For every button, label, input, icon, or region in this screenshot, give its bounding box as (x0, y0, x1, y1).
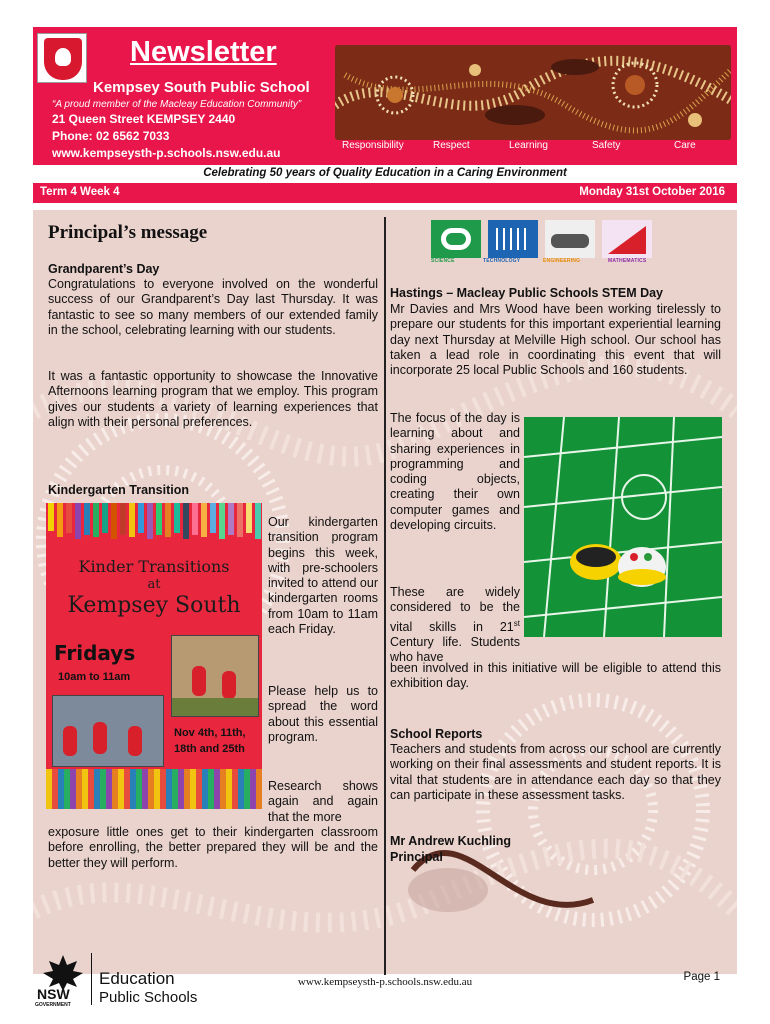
stem-day-heading: Hastings – Macleay Public Schools STEM Day (390, 286, 664, 300)
poster-fridays: Fridays (54, 641, 136, 665)
mathematics-tile-icon (602, 220, 652, 258)
value-safety: Safety (592, 140, 621, 151)
stem-day-paragraph: Mr Davies and Mrs Wood have been working tirelessly to prepare our students for this important experiential learning day next Thursday at Melville High school. Our school has taken a lead role in coordinating this event that will incorporate 25 local Public Schools and 160 students. (390, 302, 721, 378)
poster-line-3: Kempsey South (67, 593, 241, 618)
logo-public-schools-text: Public Schools (99, 989, 198, 1006)
grandparents-day-heading: Grandparent’s Day (48, 262, 160, 276)
stem-skills-superscript: st (513, 618, 520, 628)
value-care: Care (674, 140, 696, 151)
kindergarten-transition-heading: Kindergarten Transition (48, 483, 189, 497)
kindergarten-paragraph-3-side: Research shows again and again that the more (268, 779, 378, 824)
poster-dates: Nov 4th, 11th, 18th and 25th (174, 727, 246, 755)
poster-photo-classroom (52, 695, 164, 767)
technology-tile-icon (488, 220, 538, 258)
stem-logo (428, 218, 675, 266)
poster-photo-playground (171, 635, 259, 717)
logo-government-text: GOVERNMENT (35, 1002, 71, 1008)
school-address: 21 Queen Street KEMPSEY 2440 (52, 112, 236, 126)
stem-skills-text-a: These are widely considered to be the vital skills in 21 (390, 585, 520, 634)
school-reports-heading: School Reports (390, 727, 483, 741)
stem-caption-technology: TECHNOLOGY (483, 258, 521, 264)
kindergarten-paragraph-2: Please help us to spread the word about this essential program. (268, 684, 378, 744)
stem-skills-text-b: Century life. Students who have (390, 635, 520, 665)
kindergarten-paragraph-1: Our kindergarten transition program begins this week, with pre-schoolers invited to attend our kindergarten rooms from 10am to 11am each Friday. (268, 515, 378, 637)
poster-line-1: Kinder Transitions (78, 557, 230, 576)
value-learning: Learning (509, 140, 548, 151)
school-website: www.kempseysth-p.schools.nsw.edu.au (52, 146, 281, 160)
robot-mat-photo (524, 417, 722, 637)
science-tile-icon (431, 220, 481, 258)
value-responsibility: Responsibility (342, 140, 404, 151)
stem-caption-mathematics: MATHEMATICS (608, 258, 647, 264)
stem-focus-paragraph: The focus of the day is learning about and sharing experiences in programming and coding objects, creating their own computer games and developing circuits. (390, 411, 520, 533)
term-label: Term 4 Week 4 (40, 186, 120, 198)
footer-website-url: www.kempseysth-p.schools.nsw.edu.au (297, 976, 473, 988)
value-respect: Respect (433, 140, 470, 151)
date-label: Monday 31st October 2016 (579, 186, 725, 198)
column-divider (384, 217, 386, 975)
logo-nsw-text: NSW (37, 986, 70, 1002)
kinder-transitions-poster (46, 503, 262, 809)
grandparents-day-paragraph-2: It was a fantastic opportunity to showcase the Innovative Afternoons learning program that we employ. This program gives our students a variety of learning experiences that align with their personal preferences. (48, 369, 378, 429)
kindergarten-paragraph-3-full: exposure little ones get to their kindergarten classroom before enrolling, the better prepared they will be and the better they will perform. (48, 825, 378, 870)
signoff-role: Principal (390, 850, 443, 864)
engineering-tile-icon (545, 220, 595, 258)
page-number: Page 1 (683, 971, 720, 983)
stem-skills-paragraph (390, 585, 520, 666)
school-name: Kempsey South Public School (93, 79, 310, 96)
poster-line-2: at (147, 577, 161, 592)
tagline: Celebrating 50 years of Quality Education in a Caring Environment (203, 167, 567, 179)
school-reports-paragraph: Teachers and students from across our school are currently working on their final assessments and student reports. It is vital that students are in attendance each day so that they can participate in these assessment tasks. (390, 742, 721, 802)
aboriginal-artwork-banner (335, 45, 731, 140)
poster-pencils-bottom (46, 769, 262, 809)
grandparents-day-paragraph-1: Congratulations to everyone involved on the wonderful success of our Grandparent’s Day last Thursday. It was fantastic to see so many members of our extended family in the school, celebrating learning with our students. (48, 277, 378, 337)
school-crest-logo (37, 33, 87, 83)
signoff-name: Mr Andrew Kuchling (390, 834, 512, 848)
school-phone: Phone: 02 6562 7033 (52, 129, 170, 143)
principal-message-title: Principal’s message (48, 222, 208, 243)
stem-caption-engineering: ENGINEERING (543, 258, 581, 264)
stem-skills-paragraph-full: been involved in this initiative will be eligible to attend this exhibition day. (390, 661, 721, 691)
logo-education-text: Education (99, 969, 175, 988)
school-motto: “A proud member of the Macleay Education Community” (52, 99, 302, 110)
poster-time: 10am to 11am (58, 671, 131, 683)
newsletter-title: Newsletter (130, 36, 277, 68)
stem-caption-science: SCIENCE (431, 258, 455, 264)
